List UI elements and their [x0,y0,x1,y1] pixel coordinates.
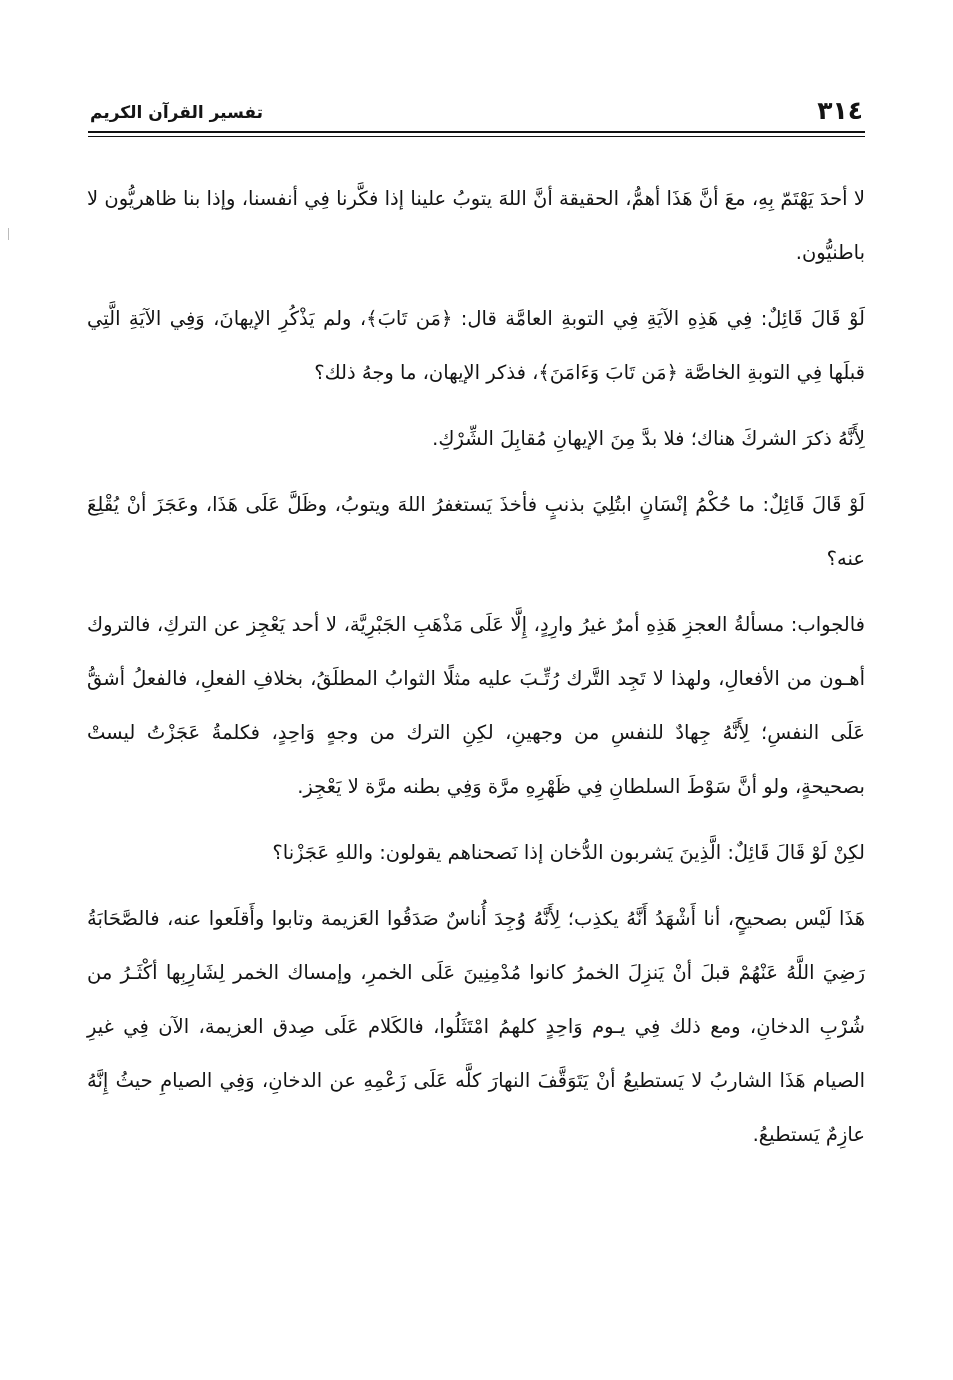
paragraph-2: لَوْ قَالَ قَائِلٌ: فِي هَذِهِ الآيَةِ فِي التوبةِ العامَّة قال: ﴿مَن تَابَ﴾، ولم يَذْكُرِ الإيهانَ، وَفِي الآيَةِ الَّتِي قبلَها فِي التوبةِ الخاصَّة ﴿مَن تَابَ وَءَامَنَ﴾، فذكر الإيهان، ما وجهُ ذلك؟ [87,307,865,384]
body-text [87,172,865,1174]
paragraph-1: لا أحدَ يَهْتَمّ بِهِ، معَ أنَّ هَذَا أهمُّ، الحقيقة أنَّ اللهَ يتوبُ علينا إذا فكَّرنا فِي أنفسنا، وإذا بنا ظاهريُّون لا باطنيُّون. [87,187,865,264]
header-rule-thin [88,136,865,137]
paragraph-6: لكِنْ لَوْ قَالَ قَائِلٌ: الَّذِينَ يَشربون الدُّخان إذا نَصحناهم يقولون: واللهِ عَجَزْنا؟ [272,841,865,864]
book-title: تفسير القرآن الكريم [90,103,264,123]
paragraph-3: لِأَنَّهُ ذكرَ الشركَ هناك؛ فلا بدَّ مِنَ الإيهانِ مُقابِلَ الشِّرْكِ. [432,427,865,450]
running-head [90,86,863,126]
paragraph-5: فالجواب: مسألةُ العجزِ هَذِهِ أمرٌ غيرُ وارِدٍ، إِلَّا عَلَى مَذْهَبِ الجَبْرِيَّة، لا أحد يَعْجِز عن التركِ، فالتروك أهـون من الأفعالِ، ولهذا لا تَجِد التَّرك رُتِّـبَ عليه مثلًا الثوابُ المطلَقُ، بخلافِ الفعلِ، فالفعلُ أشقُّ عَلَى النفسِ؛ لِأَنَّهُ جِهادٌ للنفسِ من وجهينِ، لكِنِ الترك من وجهٍ وَاحِدٍ، فكلمةُ عَجَزْتُ ليستْ بصحيحةٍ، ولو أنَّ سَوْطَ السلطانِ فِي ظَهْرِهِ مرَّة وَفِي بطنه مرَّة لا يَعْجِز. [87,613,865,798]
header-rule [88,131,865,133]
margin-mark [8,228,9,240]
paragraph-7: هَذَا لَيْس بصحيحٍ، أنا أَشْهَدُ أَنَّهُ يكذِب؛ لِأَنَّهُ وُجِدَ أُناسٌ صَدَقُوا العَزيمة وتابوا وأَقلَعوا عنه، فالصَّحَابَةُ رَضِيَ اللَّهُ عَنْهُمْ قبلَ أنْ يَنزِلَ الخمرُ كانوا مُدْمِنِينَ عَلَى الخمرِ، وإمساك الخمر لِشَارِبِها أكْثَـرُ من شُرْبِ الدخانِ، ومع ذلك فِي يـوم وَاحِدٍ كلهمُ امْتَثَلُوا، فالكَلام عَلَى صِدق العزيمة، الآن فِي غيرِ الصيام هَذَا الشاربُ لا يَستطيعُ أنْ يَتَوَقَّفَ النهارَ كلَّه عَلَى زَعْمِهِ عن الدخانِ، وَفِي الصيامِ حيثُ إِنَّهُ عازِمٌ يَستطيعُ. [87,907,865,1146]
paragraph-4: لَوْ قَالَ قَائِلٌ: ما حُكْمُ إنْسَانٍ ابتُلِيَ بذنبٍ فأخذَ يَستغفرُ اللهَ ويتوبُ، وظَلَّ عَلَى هَذَا، وعَجَزَ أنْ يُقْلِعَ عنه؟ [87,493,865,570]
page-number: ٣١٤ [817,96,863,125]
